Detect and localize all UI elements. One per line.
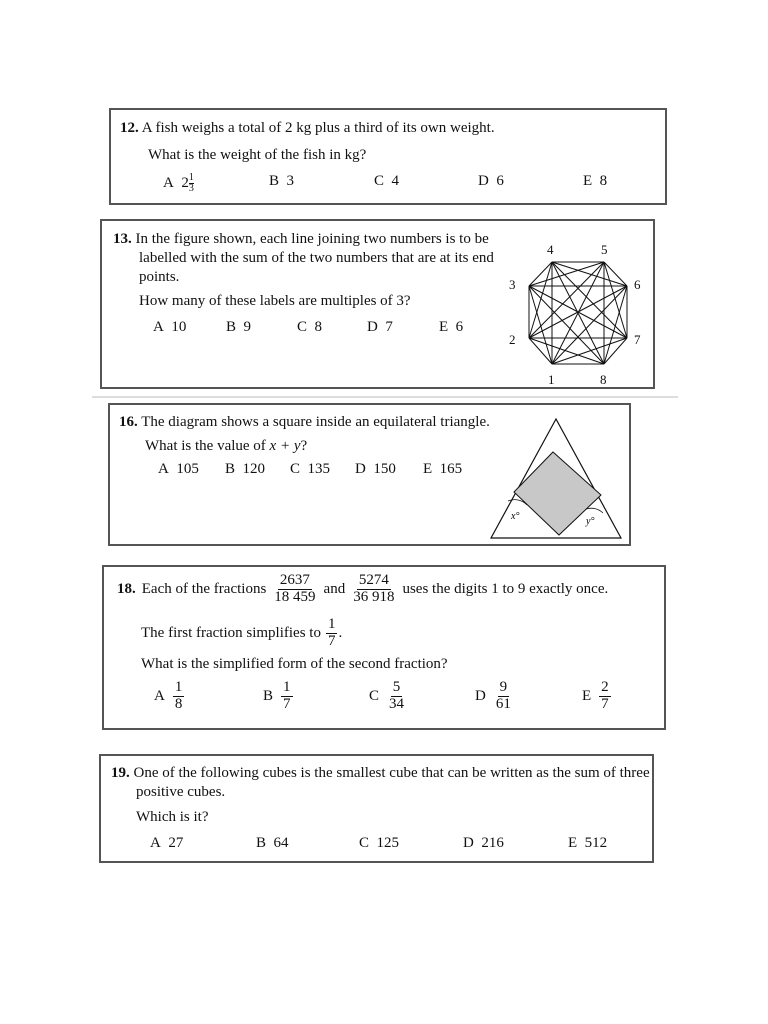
fraction-denominator: 7	[327, 632, 336, 649]
option-d[interactable]	[478, 173, 504, 190]
option-letter: A	[154, 687, 165, 704]
prompt-prefix: What is the value of	[145, 438, 270, 454]
vertex-label-8: 8	[600, 372, 607, 387]
option-letter: B	[225, 461, 236, 477]
option-value: 3	[286, 173, 295, 189]
option-letter: B	[269, 173, 280, 189]
fraction-denominator: 7	[601, 695, 609, 712]
option-c[interactable]	[359, 835, 399, 852]
divider	[92, 396, 678, 398]
option-b[interactable]	[225, 461, 265, 478]
question-statement: A fish weighs a total of 2 kg plus a third of its own weight.	[141, 120, 495, 136]
prompt-expression: x + y	[269, 438, 301, 454]
option-d[interactable]	[367, 319, 393, 336]
fraction-5274-36918	[351, 573, 396, 606]
option-fraction	[387, 680, 406, 713]
option-b[interactable]	[269, 173, 294, 190]
option-value: 6	[455, 319, 464, 335]
option-letter: E	[439, 319, 449, 335]
option-letter: D	[355, 461, 366, 477]
fraction-denominator: 36 918	[353, 588, 395, 605]
question-18-simplify	[141, 617, 342, 650]
statement-part: The first fraction simplifies to	[141, 624, 321, 641]
option-letter: E	[583, 173, 593, 189]
option-value: 512	[584, 835, 608, 851]
option-a[interactable]	[163, 173, 194, 194]
fraction-denominator: 34	[389, 695, 405, 712]
option-letter: D	[463, 835, 474, 851]
vertex-label-5: 5	[601, 242, 608, 257]
option-value: 4	[391, 173, 400, 189]
question-19-line1	[111, 765, 650, 782]
option-c[interactable]	[297, 319, 322, 336]
option-value: 120	[242, 461, 266, 477]
fraction-numerator: 1	[327, 616, 336, 632]
option-fraction	[494, 680, 513, 713]
question-19-prompt: Which is it?	[136, 809, 209, 825]
vertex-label-6: 6	[634, 277, 641, 292]
fraction-numerator: 2637	[279, 572, 310, 588]
vertex-label-4: 4	[547, 242, 554, 257]
question-number: 16.	[119, 414, 138, 430]
option-a[interactable]	[150, 835, 183, 852]
option-e[interactable]	[582, 680, 611, 713]
statement-part: uses the digits 1 to 9 exactly once.	[402, 580, 609, 597]
option-a[interactable]	[153, 319, 186, 336]
option-value: 8	[599, 173, 608, 189]
option-value: 10	[171, 319, 187, 335]
question-18-prompt: What is the simplified form of the second fraction?	[141, 656, 448, 672]
option-letter: E	[423, 461, 433, 477]
question-13-line1	[113, 231, 489, 248]
option-e[interactable]	[568, 835, 607, 852]
fraction-denominator: 18 459	[274, 588, 316, 605]
question-12-box	[109, 108, 667, 205]
question-statement: One of the following cubes is the smallest cube that can be written as the sum of three	[133, 765, 650, 781]
question-statement: The diagram shows a square inside an equilateral triangle.	[141, 414, 490, 430]
option-value: 165	[439, 461, 463, 477]
question-13-line2: labelled with the sum of the two numbers that are at its end	[139, 250, 494, 266]
option-value: 150	[373, 461, 396, 477]
option-letter: E	[582, 687, 592, 704]
fraction-numerator: 1	[174, 679, 183, 695]
option-c[interactable]	[374, 173, 399, 190]
fraction-denominator: 3	[188, 183, 194, 194]
option-a[interactable]	[154, 680, 184, 713]
option-whole: 2	[181, 174, 189, 191]
fraction-numerator: 1	[283, 679, 291, 695]
angle-y-arc	[586, 508, 603, 513]
option-b[interactable]	[226, 319, 251, 336]
option-value: 27	[168, 835, 184, 851]
option-fraction	[189, 173, 194, 194]
question-19-box	[99, 754, 654, 863]
question-number: 19.	[111, 765, 130, 781]
question-16-prompt	[145, 438, 307, 455]
option-b[interactable]	[263, 680, 293, 713]
question-13-line3: points.	[139, 269, 180, 285]
option-e[interactable]	[423, 461, 462, 478]
option-letter: C	[359, 835, 370, 851]
option-fraction	[281, 680, 293, 713]
option-d[interactable]	[463, 835, 504, 852]
statement-part: and	[323, 580, 346, 597]
option-d[interactable]	[475, 680, 513, 713]
question-13-box	[100, 219, 655, 389]
option-c[interactable]	[369, 680, 406, 713]
fraction-numerator: 1	[188, 172, 194, 183]
option-value: 64	[273, 835, 289, 851]
question-12-text	[120, 120, 495, 137]
option-c[interactable]	[290, 461, 330, 478]
question-number: 12.	[120, 120, 139, 136]
option-value: 125	[376, 835, 400, 851]
option-value: 8	[314, 319, 323, 335]
vertex-label-3: 3	[509, 277, 516, 292]
fraction-denominator: 7	[283, 695, 291, 712]
question-18-box	[102, 565, 666, 730]
angle-y-label: y°	[586, 516, 595, 527]
fraction-numerator: 2	[601, 679, 609, 695]
option-letter: D	[475, 687, 486, 704]
option-letter: C	[290, 461, 301, 477]
fraction-denominator: 61	[495, 695, 511, 712]
fraction-1-7	[326, 617, 338, 650]
fraction-denominator: 8	[174, 695, 183, 712]
option-b[interactable]	[256, 835, 289, 852]
option-value: 9	[243, 319, 252, 335]
question-13-prompt: How many of these labels are multiples of 3?	[139, 293, 411, 309]
statement-part: Each of the fractions	[141, 580, 267, 597]
option-letter: B	[226, 319, 237, 335]
option-letter: C	[369, 687, 380, 704]
option-letter: D	[367, 319, 378, 335]
option-value: 135	[307, 461, 331, 477]
option-d[interactable]	[355, 461, 396, 478]
option-value: 7	[385, 319, 393, 335]
option-letter: C	[374, 173, 385, 189]
prompt-suffix: ?	[300, 438, 308, 454]
option-letter: A	[150, 835, 161, 851]
vertex-label-7: 7	[634, 332, 641, 347]
option-e[interactable]	[583, 173, 607, 190]
question-number: 13.	[113, 231, 132, 247]
option-value: 6	[496, 173, 504, 189]
triangle-square-figure	[488, 415, 628, 545]
option-letter: E	[568, 835, 578, 851]
vertex-label-2: 2	[509, 332, 516, 347]
question-statement: In the figure shown, each line joining two numbers is to be	[135, 231, 489, 247]
option-a[interactable]	[158, 461, 199, 478]
option-fraction	[173, 680, 185, 713]
question-12-prompt: What is the weight of the fish in kg?	[148, 147, 367, 163]
question-18-text	[117, 573, 608, 606]
fraction-numerator: 5	[392, 679, 401, 695]
option-letter: A	[158, 461, 169, 477]
question-16-text	[119, 414, 490, 431]
option-letter: B	[256, 835, 267, 851]
option-letter: D	[478, 173, 489, 189]
question-19-line2: positive cubes.	[136, 784, 226, 800]
angle-x-label: x°	[511, 511, 520, 522]
option-letter: B	[263, 687, 274, 704]
fraction-numerator: 5274	[358, 572, 389, 588]
question-16-box	[108, 403, 631, 546]
statement-part: .	[338, 624, 343, 641]
option-value: 216	[481, 835, 504, 851]
vertex-label-1: 1	[548, 372, 555, 387]
option-e[interactable]	[439, 319, 463, 336]
octagon-figure	[505, 233, 655, 389]
option-letter: A	[153, 319, 164, 335]
fraction-2637-18459	[272, 573, 317, 606]
fraction-numerator: 9	[499, 679, 508, 695]
option-fraction	[599, 680, 611, 713]
option-value: 105	[176, 461, 199, 477]
question-number: 18.	[117, 580, 136, 597]
option-letter: A	[163, 174, 174, 191]
option-letter: C	[297, 319, 308, 335]
